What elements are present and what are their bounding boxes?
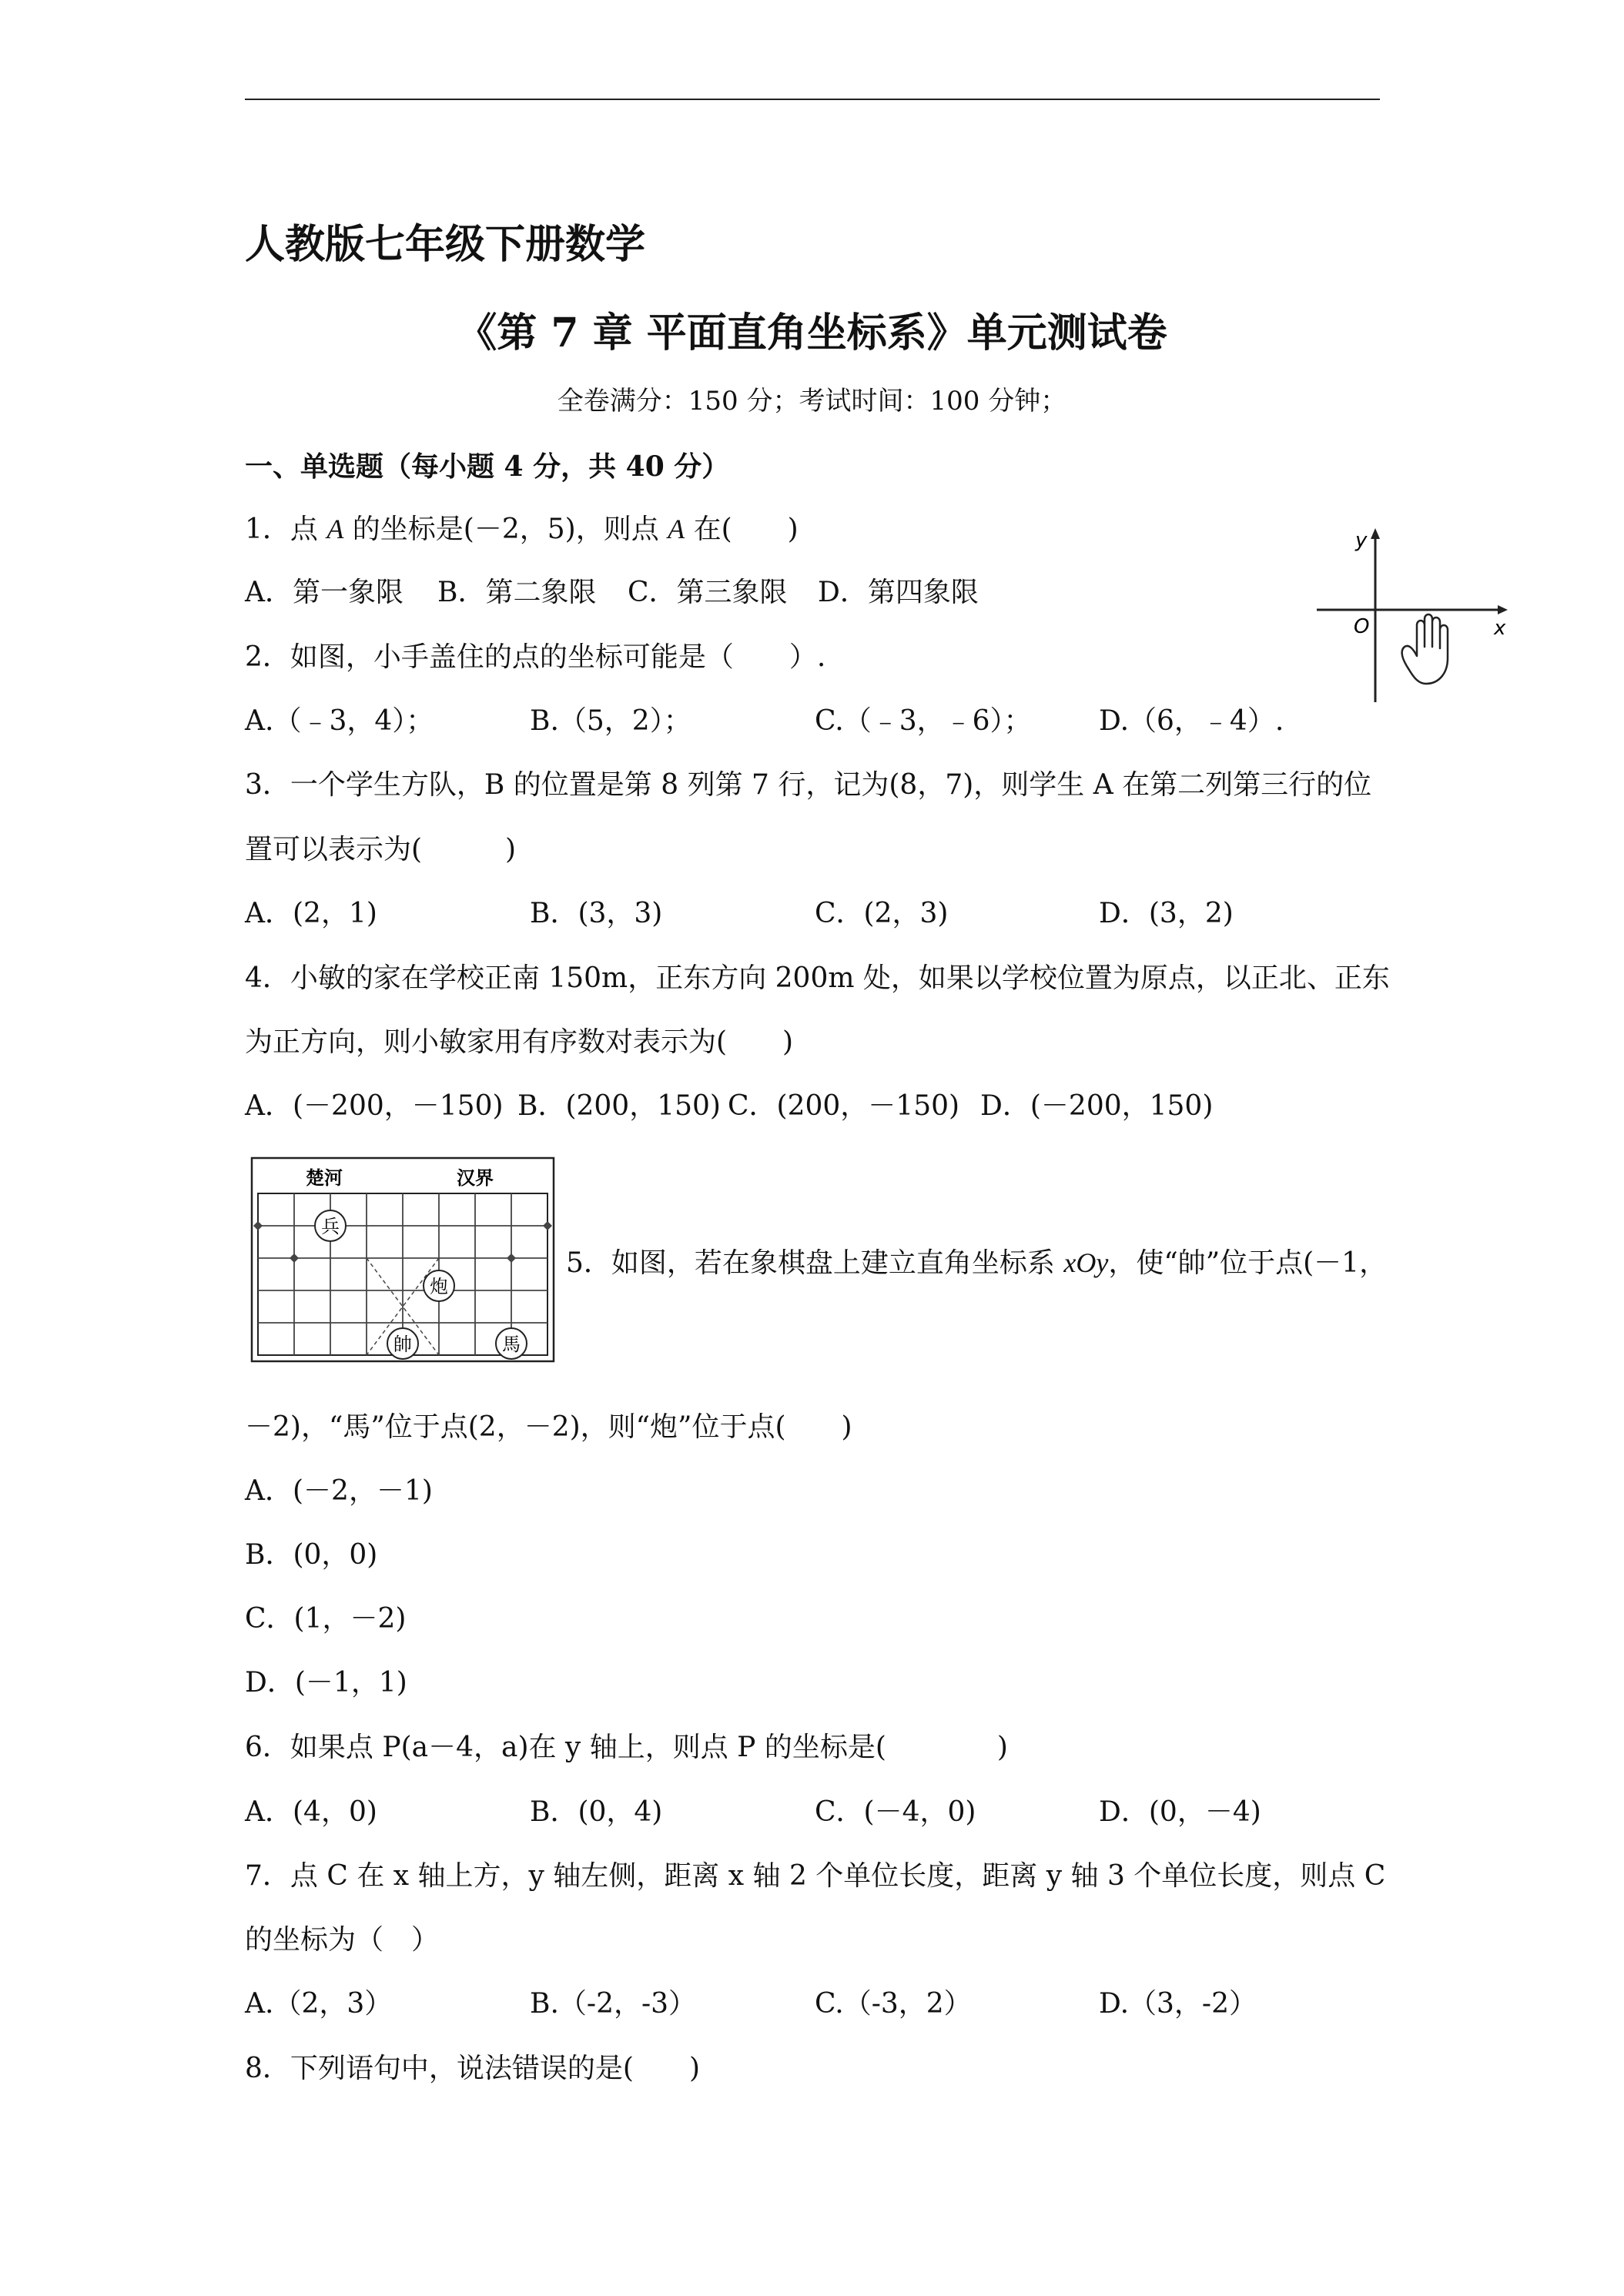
question-1: 1．点 A 的坐标是(－2，5)，则点 A 在( ) [245, 514, 799, 545]
chess-board-figure [250, 1156, 558, 1364]
question-6: 6．如果点 P(a－4，a)在 y 轴上，则点 P 的坐标是( ) [245, 1732, 1008, 1763]
question-4-line-2: 为正方向，则小敏家用有序数对表示为( ) [245, 1026, 794, 1058]
question-3-line-2: 置可以表示为( ) [245, 834, 517, 865]
river-label-han: 汉界 [457, 1167, 494, 1189]
question-7-line-1: 7．点 C 在 x 轴上方，y 轴左侧，距离 x 轴 2 个单位长度，距离 y 轴 3 个单位长度，则点 C [245, 1860, 1386, 1892]
q6-option-b: B．(0，4) [530, 1796, 663, 1828]
q1-option-c: C．第三象限 [628, 577, 788, 608]
x-axis-label: x [1494, 617, 1506, 640]
question-5-line-2: －2)，“馬”位于点(2，－2)，则“炮”位于点( ) [245, 1411, 852, 1443]
q3-option-c: C．(2，3) [815, 898, 949, 929]
q3-option-d: D．(3，2) [1099, 898, 1234, 929]
section-heading: 一、单选题（每小题 4 分，共 40 分） [245, 450, 730, 483]
q5-option-b: B．(0，0) [245, 1539, 378, 1571]
q7-option-c: C.（-3，2） [815, 1988, 972, 2020]
var-xoy: xOy [1063, 1247, 1109, 1278]
piece-horse: 馬 [502, 1334, 521, 1355]
piece-general: 帥 [393, 1334, 412, 1355]
q6-option-a: A．(4，0) [245, 1796, 377, 1828]
q1-option-a: A．第一象限 [245, 577, 403, 608]
question-3-line-1: 3．一个学生方队，B 的位置是第 8 列第 7 行，记为(8，7)，则学生 A 在第二列第三行的位 [245, 769, 1372, 801]
q7-option-d: D.（3，-2） [1099, 1988, 1257, 2020]
var-a: A [668, 514, 685, 544]
var-a: A [326, 514, 344, 544]
series-title: 人教版七年级下册数学 [245, 221, 646, 268]
q7-option-b: B.（-2，-3） [530, 1988, 697, 2020]
q4-option-a: A．(－200，－150) [245, 1090, 504, 1122]
q5-option-c: C．(1，－2) [245, 1603, 407, 1635]
q3-option-b: B．(3，3) [530, 898, 663, 929]
y-axis-label: y [1355, 529, 1368, 552]
q3-option-a: A．(2，1) [245, 898, 377, 929]
question-4-line-1: 4．小敏的家在学校正南 150m，正东方向 200m 处，如果以学校位置为原点，以正北、正东 [245, 962, 1390, 994]
q1-option-d: D．第四象限 [818, 577, 979, 608]
q2-option-b: B.（5，2）； [530, 705, 691, 737]
piece-soldier: 兵 [321, 1216, 340, 1237]
river-label-chu: 楚河 [306, 1167, 343, 1189]
q7-option-a: A.（2，3） [245, 1988, 393, 2020]
question-8: 8．下列语句中，说法错误的是( ) [245, 2053, 700, 2084]
q2-option-a: A.（﹣3，4）； [245, 705, 434, 737]
page-title: 《第 7 章 平面直角坐标系》单元测试卷 [457, 310, 1167, 356]
q6-option-c: C．(－4，0) [815, 1796, 976, 1828]
q5-option-d: D．(－1，1) [245, 1667, 407, 1699]
q4-option-c: C．(200，－150) [728, 1090, 960, 1122]
q5-option-a: A．(－2，－1) [245, 1475, 433, 1507]
q4-option-d: D．(－200，150) [980, 1090, 1214, 1122]
header-rule [245, 99, 1380, 100]
question-7-line-2: 的坐标为（ ） [245, 1924, 440, 1956]
exam-info: 全卷满分：150 分；考试时间：100 分钟； [557, 386, 1067, 417]
q2-option-d: D.（6，﹣4）. [1099, 705, 1284, 737]
coordinate-hand-figure [1309, 524, 1509, 708]
question-5-line-1: 5．如图，若在象棋盘上建立直角坐标系 xOy，使“帥”位于点(－1， [566, 1247, 1388, 1279]
origin-label: O [1354, 615, 1370, 638]
q1-option-b: B．第二象限 [437, 577, 597, 608]
hand-icon [1402, 614, 1448, 684]
q4-option-b: B．(200，150) [517, 1090, 721, 1122]
piece-cannon: 炮 [430, 1276, 448, 1297]
q2-option-c: C.（﹣3，﹣6）； [815, 705, 1032, 737]
q6-option-d: D．(0，－4) [1099, 1796, 1261, 1828]
question-2: 2．如图，小手盖住的点的坐标可能是（ ）. [245, 641, 826, 673]
